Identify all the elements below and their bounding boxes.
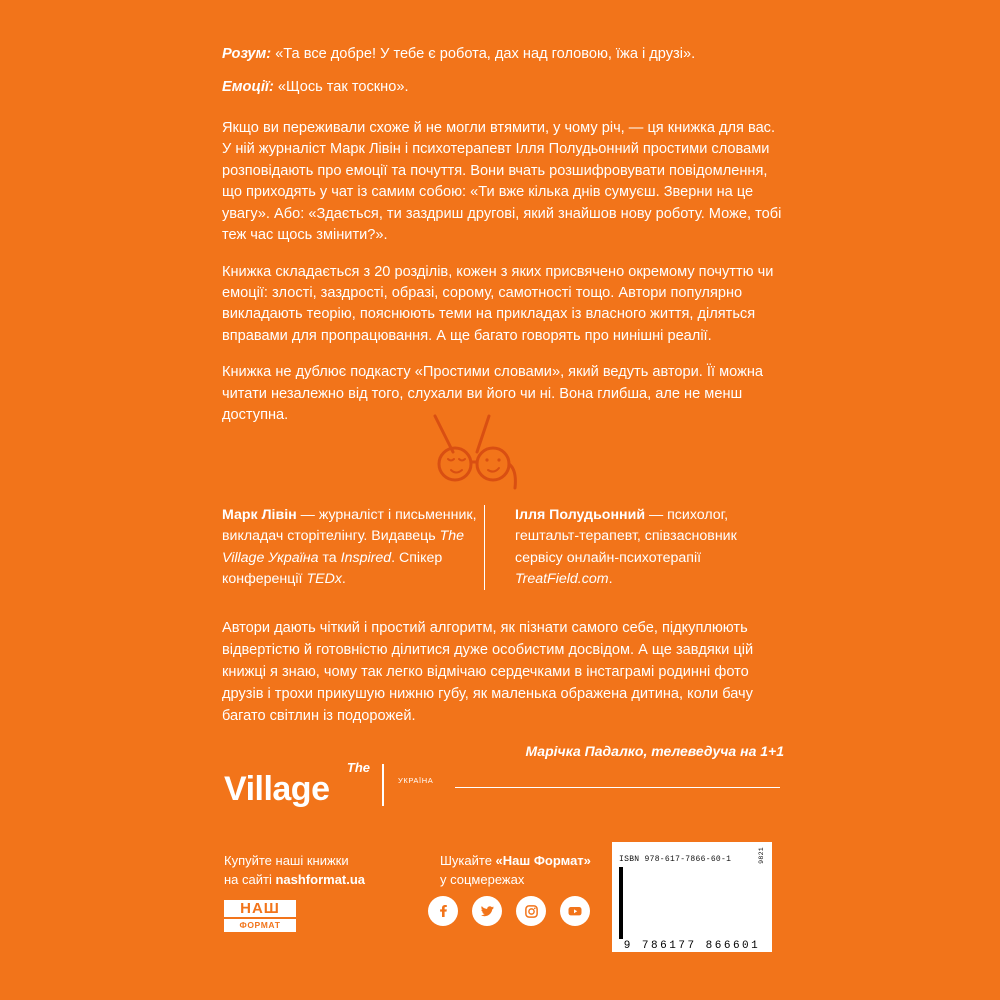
blurb-paragraph-2: Книжка складається з 20 розділів, кожен з яких присвячено окремому почуттю чи емоції: злості, заздрості, образі, сорому, самотності тощо. Автори популярно викладають теорію, пояснюють теми на прикладах із власного життя, діляться вправами для пропрацювання. А ще багато говорять про нинішні реалії. [222,263,774,344]
nash-format-logo-top: НАШ [224,900,296,917]
village-region-label: УКРАЇНА [398,776,434,785]
social-line-2: у соцмережах [440,871,525,887]
facebook-icon[interactable] [428,896,458,926]
author-bio-part: . [341,570,346,587]
dialogue-speaker-emotions: Емоції: [222,79,274,96]
glasses-illustration [415,412,575,492]
barcode-block [612,842,772,952]
spacer [222,111,782,118]
social-line-1-prefix: Шукайте [440,853,496,868]
logo-divider [382,764,384,806]
author-bio-part: журналіст і письменник, викладач сторітелінгу. Видавець [222,507,477,545]
horizontal-rule [455,787,780,788]
authors-section [222,505,782,590]
buy-line-1: Купуйте наші книжки [224,853,349,868]
nash-format-logo [224,900,296,934]
author-dash: — [296,507,319,523]
buy-line-2 [224,871,365,890]
review-section [222,618,784,762]
nash-format-logo-bottom: ФОРМАТ [224,919,296,932]
author-mark-livin [222,505,484,590]
author-bio-part: психолог, гештальт-терапевт, співзасновник сервісу онлайн-психотерапії [515,507,737,566]
author-bio-italic: Inspired [340,549,392,566]
publisher-website[interactable]: nashformat.ua [275,871,366,887]
dialogue-line-emotions [222,77,782,98]
isbn-text: ISBN 978-617-7866-60-1 [619,854,732,864]
social-info [440,852,591,890]
barcode-bars [619,867,765,939]
dialogue-text-emotions: «Щось так тоскно». [277,79,409,96]
twitter-icon[interactable] [472,896,502,926]
village-name-label: Village [224,770,330,808]
author-bio-part: та [318,549,341,566]
blurb-paragraph-3: Книжка не дублює подкасту «Простими словами», який ведуть автори. Її можна читати незалежно від того, слухали ви його чи ні. Вона глибша, але не менш доступна. [222,364,764,424]
cover-text-block [222,44,782,442]
social-icons-row [428,896,590,926]
instagram-icon[interactable] [516,896,546,926]
review-credit: Марічка Падалко, телеведуча на 1+1 [525,743,784,760]
author-bio-italic: The Village Україна [222,528,465,566]
author-name: Ілля Полудьонний [515,507,646,523]
isbn-row [619,847,765,864]
dialogue-line-mind [222,44,782,65]
author-bio-part: . [608,570,613,587]
dialogue-text-mind: «Та все добре! У тебе є робота, дах над головою, їжа і друзі». [275,46,696,62]
youtube-icon[interactable] [560,896,590,926]
village-the-label: The [346,760,370,775]
social-line-1 [440,852,591,871]
author-bio-part: . Спікер конференції [222,549,443,587]
author-illia-poludonnyi [484,505,765,590]
the-village-logo [224,762,374,810]
blurb-paragraph-1: Якщо ви переживали схоже й не могли втямити, у чому річ, — ця книжка для вас. У ній журналіст Марк Лівін і психотерапевт Ілля Полудьонний простими словами розповідають про емоції та почуття. Вони вчать розшифровувати повідомлення, що приходять у чат із самим собою: «Ти вже кілька днів сумуєш. Зверни на це увагу». Або: «Здається, ти заздриш другові, який знайшов нову роботу. Може, тобі теж час щось змінити?». [222,119,782,244]
author-name: Марк Лівін [222,507,297,523]
author-bio-italic: TEDx [306,570,342,587]
author-dash: — [645,507,668,523]
buy-info [224,852,365,890]
dialogue-speaker-mind: Розум: [222,46,272,62]
barcode-digits: 9 786177 866601 [623,939,761,952]
author-bio-italic: TreatField.com [515,570,609,587]
isbn-side-code: 9821 [758,847,765,864]
publisher-brand: «Наш Формат» [495,853,591,868]
buy-line-2-prefix: на сайті [224,871,276,887]
review-text: Автори дають чіткий і простий алгоритм, як пізнати самого себе, підкуплюють відвертістю й готовністю ділитися дуже особистим досвідом. А ще завдяки цій книжці я знаю, чому так легко відмічаю сердечками в інстаграмі родинні фото друзів і трохи прикушую нижню губу, як маленька ображена дитина, коли бачу багато світлин із подорожей. [222,620,754,724]
